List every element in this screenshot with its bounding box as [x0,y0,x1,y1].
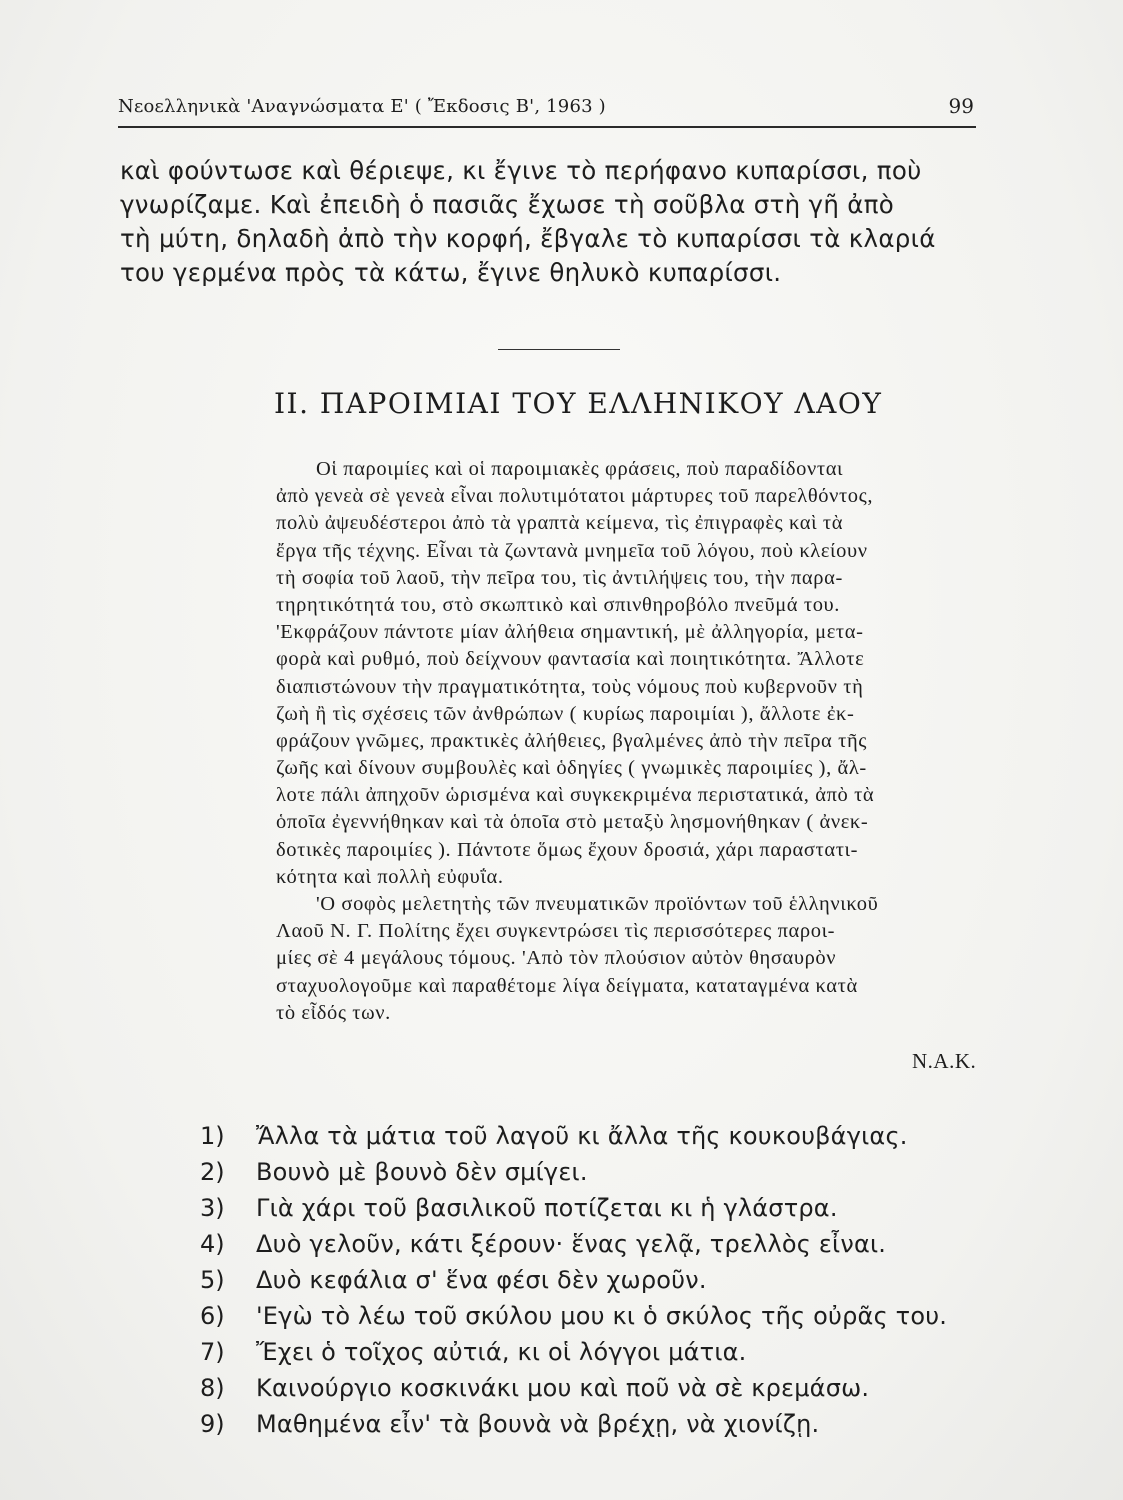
essay-line: δοτικὲς παροιμίες ). Πάντοτε ὅμως ἔχουν δροσιά, χάρι παραστατι- [276,838,859,861]
proverb-text: 'Εγὼ τὸ λέω τοῦ σκύλου μου κι ὁ σκύλος τῆς οὐρᾶς του. [256,1302,948,1330]
essay-line: ἔργα τῆς τέχνης. Εἶναι τὰ ζωντανὰ μνημεῖα τοῦ λόγου, ποὺ κλείουν [276,539,868,562]
essay-line: κότητα καὶ πολλὴ εὐφυΐα. [276,865,504,888]
author-initials: Ν.Α.Κ. [912,1049,977,1073]
page-number: 99 [948,94,974,118]
essay-line: 'Ο σοφὸς μελετητὴς τῶν πνευματικῶν προϊόντων τοῦ ἑλληνικοῦ [316,893,879,915]
essay-line: ἀπὸ γενεὰ σὲ γενεὰ εἶναι πολυτιμότατοι μάρτυρες τοῦ παρελθόντος, [276,485,874,508]
essay-line: 'Εκφράζουν πάντοτε μίαν ἀλήθεια σημαντική, μὲ ἀλληγορία, μετα- [276,621,864,644]
proverb-text: Ἔχει ὁ τοῖχος αὐτιά, κι οἱ λόγγοι μάτια. [256,1338,747,1366]
essay-line: μίες σὲ 4 μεγάλους τόμους. 'Απὸ τὸν πλούσιον αὐτὸν θησαυρὸν [276,947,837,970]
proverb-number: 2) [200,1158,225,1186]
proverb-number: 1) [200,1122,225,1150]
essay-line: σταχυολογοῦμε καὶ παραθέτομε λίγα δείγματα, καταταγμένα κατὰ [276,974,858,997]
section-heading: ΙΙ. ΠΑΡΟΙΜΙΑΙ ΤΟΥ ΕΛΛΗΝΙΚΟΥ ΛΑΟΥ [274,387,883,420]
proverb-item [200,1118,947,1154]
intro-line: τὴ μύτη, δηλαδὴ ἀπὸ τὴν κορφή, ἔβγαλε τὸ κυπαρίσσι τὰ κλαριά [120,224,936,253]
proverb-item [200,1226,947,1262]
header-title: Νεοελληνικὰ 'Αναγνώσματα Ε' ( Ἔκδοσις Β', 1963 ) [118,96,606,117]
proverb-item [200,1370,947,1406]
essay-line: λοτε πάλι ἀπηχοῦν ὡρισμένα καὶ συγκεκριμένα περιστατικά, ἀπὸ τὰ [276,784,875,807]
proverb-text: Γιὰ χάρι τοῦ βασιλικοῦ ποτίζεται κι ἡ γλάστρα. [256,1194,838,1222]
proverb-list [200,1118,947,1442]
proverb-text: Ἄλλα τὰ μάτια τοῦ λαγοῦ κι ἄλλα τῆς κουκουβάγιας. [256,1122,908,1150]
intro-line: γνωρίζαμε. Καὶ ἐπειδὴ ὁ πασιᾶς ἔχωσε τὴ σοῦβλα στὴ γῆ ἀπὸ [120,190,895,219]
running-header [118,92,976,128]
intro-line: καὶ φούντωσε καὶ θέριεψε, κι ἔγινε τὸ περήφανο κυπαρίσσι, ποὺ [120,156,922,185]
proverb-number: 5) [200,1266,225,1294]
essay-line: φορὰ καὶ ρυθμό, ποὺ δείχνουν φαντασία καὶ ποιητικότητα. Ἄλλοτε [276,648,865,671]
proverb-number: 3) [200,1194,225,1222]
proverb-text: Βουνὸ μὲ βουνὸ δὲν σμίγει. [256,1158,588,1186]
essay-line: πολὺ ἀψευδέστεροι ἀπὸ τὰ γραπτὰ κείμενα, τὶς ἐπιγραφὲς καὶ τὰ [276,512,844,535]
essay-paragraph [276,456,878,1027]
essay-line: φράζουν γνῶμες, πρακτικὲς ἀλήθειες, βγαλμένες ἀπὸ τὴν πεῖρα τῆς [276,729,867,752]
essay-line: διαπιστώνουν τὴν πραγματικότητα, τοὺς νόμους ποὺ κυβερνοῦν τὴ [276,675,864,698]
proverb-text: Μαθημένα εἶν' τὰ βουνὰ νὰ βρέχῃ, νὰ χιονίζῃ. [256,1410,820,1438]
essay-line: Λαοῦ Ν. Γ. Πολίτης ἔχει συγκεντρώσει τὶς περισσότερες παροι- [276,920,836,943]
proverb-number: 7) [200,1338,225,1366]
proverb-item [200,1154,947,1190]
proverb-text: Δυὸ κεφάλια σ' ἕνα φέσι δὲν χωροῦν. [256,1266,707,1294]
essay-line: τὸ εἶδός των. [276,1001,391,1024]
proverb-text: Δυὸ γελοῦν, κάτι ξέρουν· ἕνας γελᾷ, τρελλὸς εἶναι. [256,1230,887,1258]
intro-line: του γερμένα πρὸς τὰ κάτω, ἔγινε θηλυκὸ κυπαρίσσι. [120,258,782,287]
essay-line: ὁποῖα ἐγεννήθηκαν καὶ τὰ ὁποῖα στὸ μεταξὺ λησμονήθηκαν ( ἀνεκ- [276,811,869,834]
essay-line: τηρητικότητά του, στὸ σκωπτικὸ καὶ σπινθηροβόλο πνεῦμά του. [276,593,841,616]
proverb-number: 6) [200,1302,225,1330]
proverb-item [200,1298,947,1334]
proverb-number: 9) [200,1410,225,1438]
proverb-text: Καινούργιο κοσκινάκι μου καὶ ποῦ νὰ σὲ κρεμάσω. [256,1374,870,1402]
proverb-number: 4) [200,1230,225,1258]
essay-line: ζωὴ ἢ τὶς σχέσεις τῶν ἀνθρώπων ( κυρίως παροιμίαι ), ἄλλοτε ἐκ- [276,702,855,725]
intro-paragraph [120,154,936,290]
proverb-number: 8) [200,1374,225,1402]
section-separator [498,349,620,350]
essay-line: ζωῆς καὶ δίνουν συμβουλὲς καὶ ὁδηγίες ( γνωμικὲς παροιμίες ), ἄλ- [276,757,867,780]
proverb-item [200,1262,947,1298]
essay-line: Οἱ παροιμίες καὶ οἱ παροιμιακὲς φράσεις, ποὺ παραδίδονται [316,458,844,480]
proverb-item [200,1334,947,1370]
proverb-item [200,1406,947,1442]
proverb-item [200,1190,947,1226]
essay-line: τὴ σοφία τοῦ λαοῦ, τὴν πεῖρα του, τὶς ἀντιλήψεις του, τὴν παρα- [276,566,843,589]
